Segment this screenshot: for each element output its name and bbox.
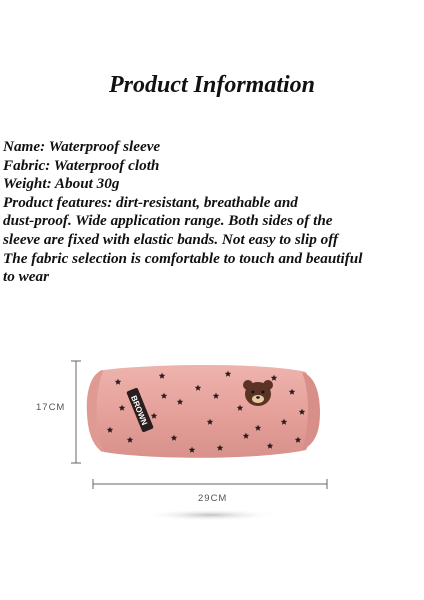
floor-shadow xyxy=(142,509,278,521)
width-label: 29CM xyxy=(198,493,228,504)
info-line-fabric: Fabric: Waterproof cloth xyxy=(3,156,160,174)
page-title: Product Information xyxy=(108,72,316,98)
sleeve-body xyxy=(97,365,314,458)
info-line-features-1: Product features: dirt-resistant, breathable and xyxy=(3,193,298,211)
info-line-weight: Weight: About 30g xyxy=(3,175,120,193)
info-line-features-2: dust-proof. Wide application range. Both sides of the xyxy=(3,212,333,230)
info-line-features-5: to wear xyxy=(3,268,49,286)
waterproof-sleeve-image xyxy=(70,352,340,527)
height-label: 17CM xyxy=(36,402,66,413)
info-line-features-3: sleeve are fixed with elastic bands. Not easy to slip off xyxy=(3,230,339,248)
info-line-name: Name: Waterproof sleeve xyxy=(3,138,161,155)
info-line-features-4: The fabric selection is comfortable to touch and beautiful xyxy=(3,249,363,267)
product-info-text xyxy=(3,138,423,287)
badge-text: BROWN xyxy=(129,394,150,427)
